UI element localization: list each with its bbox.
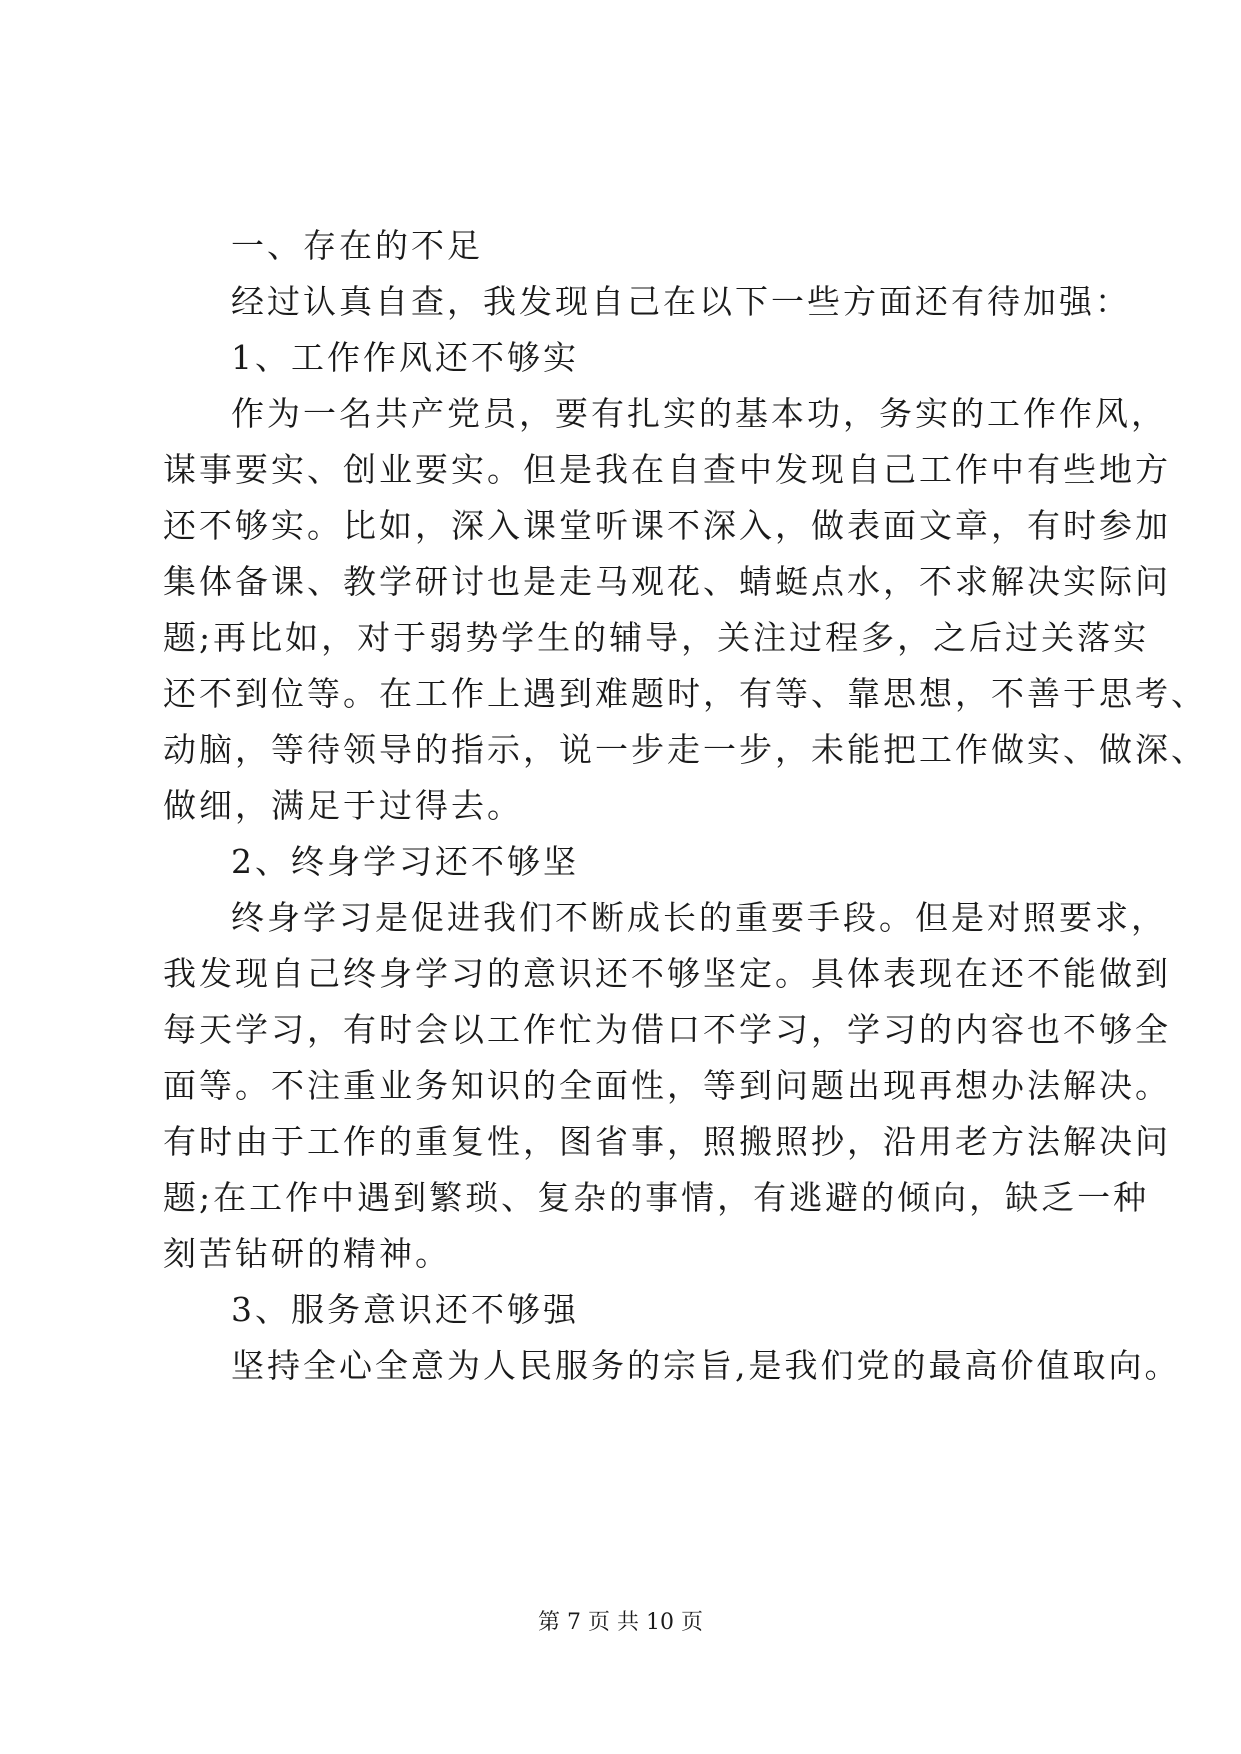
- paragraph-line: 做细，满足于过得去。: [163, 786, 523, 825]
- paragraph-line: 刻苦钻研的精神。: [163, 1234, 451, 1273]
- paragraph-line: 终身学习是促进我们不断成长的重要手段。但是对照要求，: [231, 898, 1167, 937]
- subsection-heading: 1、工作作风还不够实: [231, 338, 579, 377]
- section-heading: 一、存在的不足: [231, 226, 483, 265]
- paragraph-line: 还不到位等。在工作上遇到难题时，有等、靠思想，不善于思考、: [163, 674, 1207, 713]
- paragraph-line: 有时由于工作的重复性，图省事，照搬照抄，沿用老方法解决问: [163, 1122, 1171, 1161]
- subsection-heading: 3、服务意识还不够强: [231, 1290, 579, 1329]
- paragraph-line: 我发现自己终身学习的意识还不够坚定。具体表现在还不能做到: [163, 954, 1171, 993]
- page-number-footer: 第 7 页 共 10 页: [538, 1610, 703, 1635]
- paragraph-line: 面等。不注重业务知识的全面性，等到问题出现再想办法解决。: [163, 1066, 1171, 1105]
- paragraph-line: 还不够实。比如，深入课堂听课不深入，做表面文章，有时参加: [163, 506, 1171, 545]
- paragraph-line: 作为一名共产党员，要有扎实的基本功，务实的工作作风，: [231, 394, 1167, 433]
- paragraph-line: 题;在工作中遇到繁琐、复杂的事情，有逃避的倾向，缺乏一种: [163, 1178, 1150, 1217]
- paragraph-line: 集体备课、教学研讨也是走马观花、蜻蜓点水，不求解决实际问: [163, 562, 1171, 601]
- subsection-heading: 2、终身学习还不够坚: [231, 842, 579, 881]
- paragraph-line: 动脑，等待领导的指示，说一步走一步，未能把工作做实、做深、: [163, 730, 1207, 769]
- paragraph-line: 谋事要实、创业要实。但是我在自查中发现自己工作中有些地方: [163, 450, 1171, 489]
- paragraph-line: 题;再比如，对于弱势学生的辅导，关注过程多，之后过关落实: [163, 618, 1150, 657]
- paragraph-line: 坚持全心全意为人民服务的宗旨,是我们党的最高价值取向。: [231, 1346, 1181, 1385]
- paragraph-line: 每天学习，有时会以工作忙为借口不学习，学习的内容也不够全: [163, 1010, 1171, 1049]
- paragraph-line: 经过认真自查，我发现自己在以下一些方面还有待加强：: [231, 282, 1131, 321]
